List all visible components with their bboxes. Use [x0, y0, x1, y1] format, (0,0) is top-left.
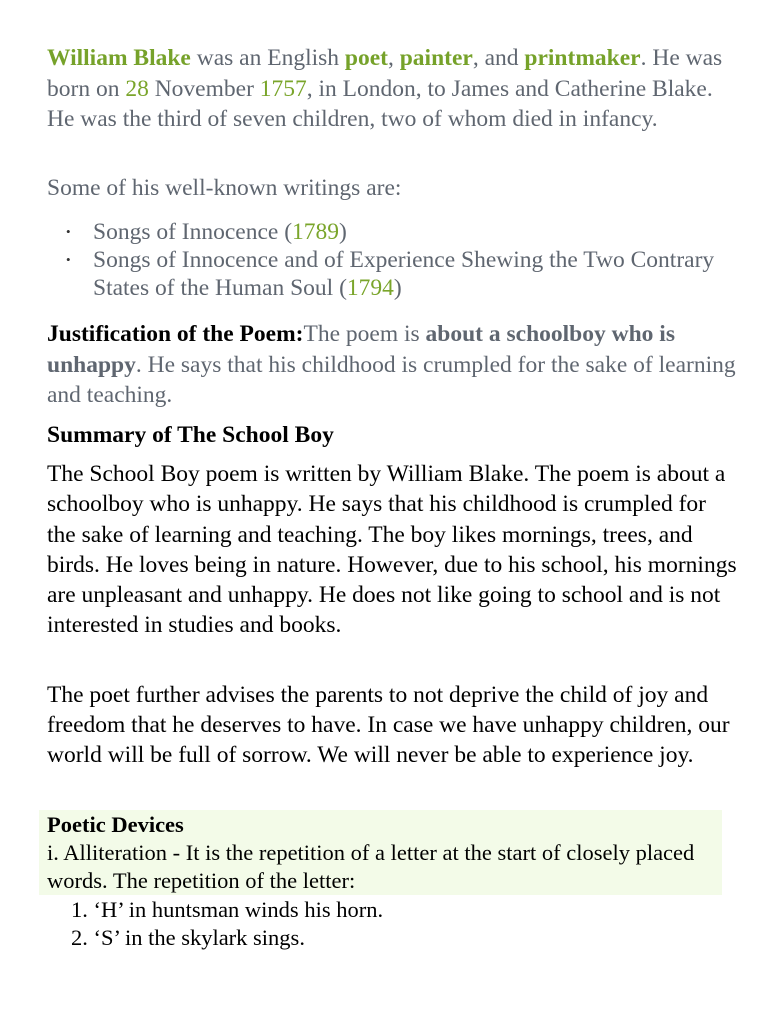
- justification-text: The poem is: [303, 321, 426, 347]
- work-title: Songs of Innocence and of Experience Shewing the Two Contrary States of the Human Soul (: [93, 247, 715, 301]
- justification-emphasis: about a schoolboy who is unhappy: [47, 321, 675, 378]
- intro-text: . He was born on: [47, 45, 723, 102]
- justification-text: . He says that his childhood is crumpled for the sake of learning and teaching.: [47, 351, 736, 408]
- justification-label: Justification of the Poem:: [47, 321, 304, 347]
- printmaker-link[interactable]: printmaker: [524, 45, 641, 71]
- advice-paragraph: The poet further advises the parents to not deprive the child of joy and freedom that he deserves to have. In case we have unhappy children, our world will be full of sorrow. We will never be able to experience joy.: [47, 682, 730, 768]
- poetic-devices-heading: Poetic Devices: [47, 812, 184, 837]
- summary-heading: Summary of The School Boy: [47, 422, 334, 448]
- writings-intro: Some of his well-known writings are:: [47, 175, 402, 201]
- writings-list: [47, 218, 737, 302]
- example-number: 1.: [71, 897, 88, 922]
- birth-day-link[interactable]: 28: [125, 75, 149, 102]
- example-number: 2.: [71, 925, 88, 950]
- intro-text: was an English: [190, 45, 345, 71]
- example-text: ‘S’ in the skylark sings.: [93, 925, 305, 950]
- intro-paragraph: [47, 43, 737, 135]
- birth-year-link[interactable]: 1757: [259, 75, 307, 102]
- birth-month: November: [148, 75, 260, 102]
- list-item: [47, 924, 737, 952]
- poet-link[interactable]: poet: [344, 45, 388, 71]
- alliteration-definition: i. Alliteration - It is the repetition of a letter at the start of closely placed words. The repetition of the letter:: [47, 840, 695, 893]
- work-close: ): [393, 275, 402, 301]
- author-name-link[interactable]: William Blake: [47, 45, 191, 71]
- intro-text: , in London, to James and Catherine Blake. He was the third of seven children, two of whom died in infancy.: [47, 75, 713, 132]
- summary-paragraph: The School Boy poem is written by William Blake. The poem is about a schoolboy who is unhappy. He says that his childhood is crumpled for the sake of learning and teaching. The boy likes mornings, trees, and birds. He loves being in nature. However, due to his school, his mornings are unpleasant and unhappy. He does not like going to school and is not interested in studies and books.: [47, 461, 737, 639]
- painter-link[interactable]: painter: [399, 45, 473, 71]
- list-item: [47, 246, 737, 302]
- example-text: ‘H’ in huntsman winds his horn.: [93, 897, 384, 922]
- intro-text: , and: [472, 45, 525, 71]
- list-item: [47, 218, 737, 246]
- list-item: [47, 896, 737, 924]
- work-close: ): [339, 219, 347, 245]
- intro-text: ,: [387, 45, 400, 71]
- work-year-link[interactable]: 1789: [292, 219, 340, 245]
- alliteration-examples: [47, 896, 737, 952]
- work-year-link[interactable]: 1794: [346, 275, 394, 301]
- justification-paragraph: [47, 319, 737, 411]
- work-title: Songs of Innocence (: [93, 219, 293, 245]
